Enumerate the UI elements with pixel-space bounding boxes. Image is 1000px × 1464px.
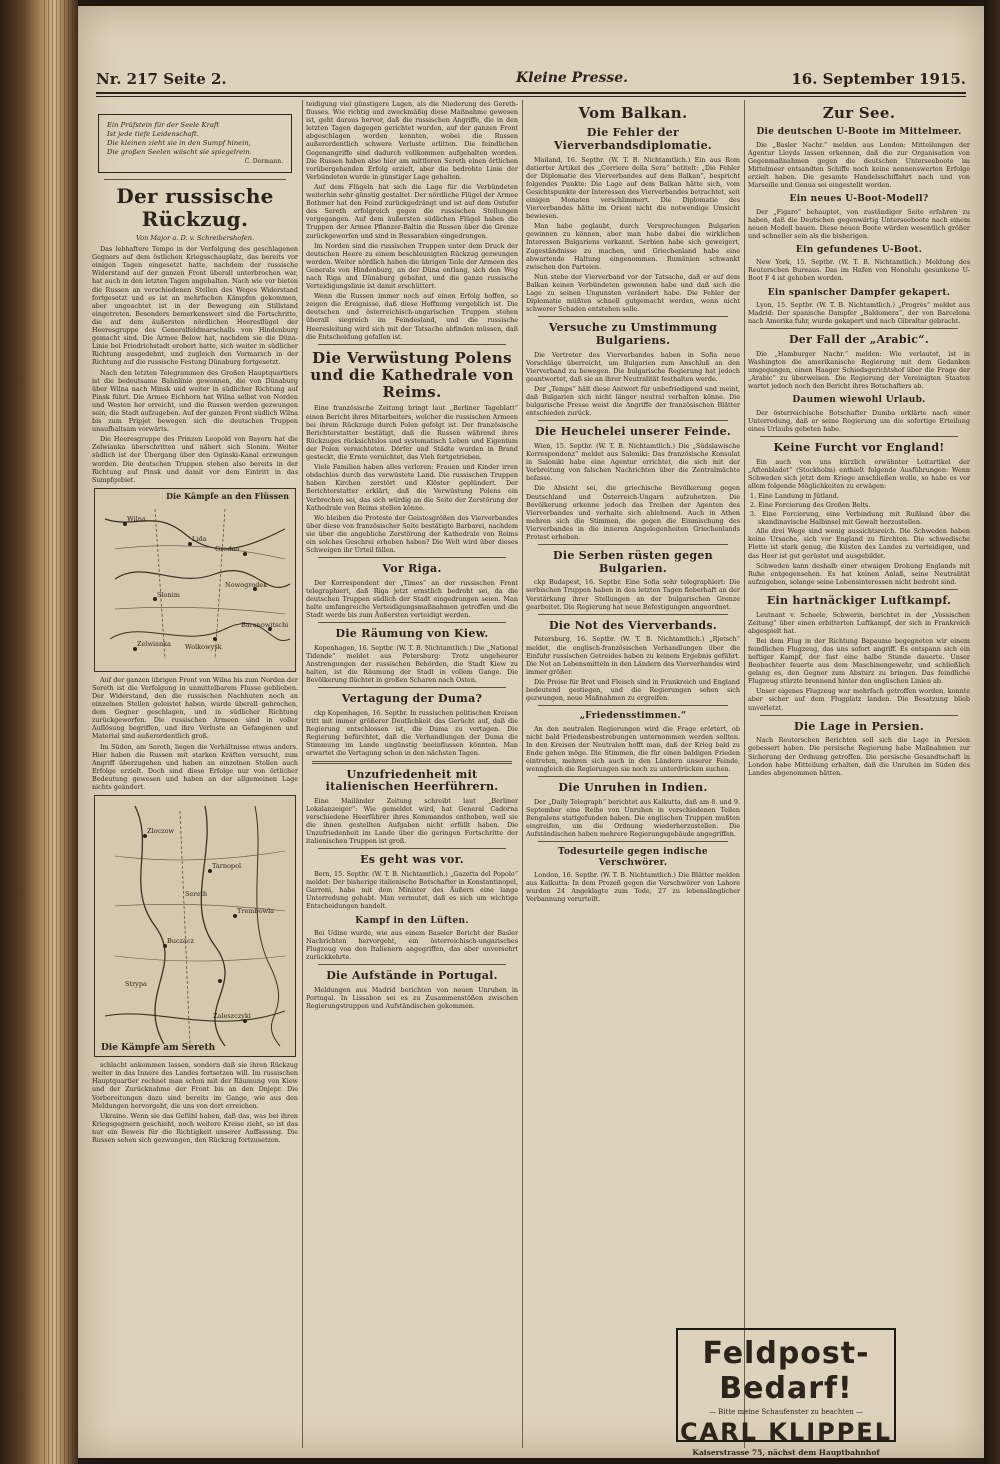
- article-title: Zur See.: [822, 104, 896, 122]
- article-paragraph: Wien, 15. Septbr. (W. T. B. Nichtamtlich.) Die „Südslawische Korrespondenz“ meldet aus Saloniki: Das französische Konsulat in Saloniki habe eine Agentur errichtet, die sich mit der Verbreitung von falschen Nachrichten über die Zentralmächte befasse.: [526, 441, 740, 483]
- article-paragraph: Die Vertreter des Vierverbandes haben in Sofia neue Vorschläge überreicht, um Bulgarien zum Anschluß an den Vierverband zu bewegen. Die bulgarische Regierung hat jedoch geantwortet, daß sie an ihrer Neutralität festhalten werde.: [526, 350, 740, 383]
- article-paragraph: Mailand, 16. Septbr. (W. T. B. Nichtamtlich.) Ein aus Rom datierter Artikel des „Corriere della Sera“ betitelt: „Die Fehler der Diplomatie des Vierverbandes auf dem Balkan“, bespricht folgendes Punkte: Die Lage auf dem Balkan hätte sich, vom Gesichtspunkte der Interessen des Vierverbandes betrachtet, seit einigen Monaten verschlimmert. Die Diplomatie des Vierverbandes hätte im Orient nicht die notwendige Umsicht bewiesen.: [526, 155, 740, 221]
- separator: [538, 705, 728, 706]
- article-paragraph: Kopenhagen, 16. Septbr. (W. T. B. Nichtamtlich.) Die „National Tidende“ meldet aus Petersburg: Trotz ungeheurer Anstrengungen der russischen Behörden, die Stadt Kiew zu halten, ist die Räumung der Stadt in vollem Gange. Die Bevölkerung flüchtet in großen Scharen nach Osten.: [306, 643, 518, 685]
- separator: [760, 328, 958, 329]
- article-title: Daumen wiewohl Urlaub.: [792, 395, 926, 406]
- list-item: 2. Eine Forcierung des Großen Belts.: [750, 500, 871, 509]
- map-label: Zaleszczyki: [213, 1012, 251, 1021]
- article-paragraph: Der „Figaro“ behauptet, von zuständiger Seite erfahren zu haben, daß die Deutschen gegenwärtig Unterseeboote nach einem neuen Modell bauen. Diese neuen Boote würden wesentlich größer und schneller sein als die bisherigen.: [748, 207, 970, 240]
- article-title: Keine Furcht vor England!: [773, 440, 945, 454]
- article-paragraph: Im Süden, am Sereth, liegen die Verhältnisse etwas anders. Hier haben die Russen mit starken Kräften versucht, zum Angriff überzugehen und haben an einzelnen Stellen auch Erfolge erzielt. Doch sind diese Erfolge nur von örtlicher Bedeutung gewesen und haben an der allgemeinen Lage nichts geändert.: [92, 742, 298, 792]
- article-paragraph: Alle drei Wege sind wenig aussichtsreich. Die Schweden haben keine Ursache, sich vor England zu fürchten. Die schwedische Flotte ist stark genug, die Küsten des Landes zu verteidigen, und das Heer ist gut gerüstet und ausgebildet.: [748, 527, 970, 560]
- article-title: Die Serben rüsten gegen Bulgarien.: [553, 549, 713, 575]
- article-title: Die Not des Vierverbands.: [548, 618, 718, 632]
- article-paragraph: Meldungen aus Madrid berichten von neuen Unruhen in Portugal. In Lissabon sei es zu Zusammenstößen zwischen Regierungstruppen und Aufständischen gekommen.: [306, 985, 518, 1011]
- article-title: Versuche zu Umstimmung Bulgariens.: [548, 321, 718, 347]
- map-label: Lida: [192, 534, 207, 543]
- article-title: Unzufriedenheit mit italienischen Heerführern.: [325, 767, 499, 794]
- map-label: Baranowitschi: [241, 620, 289, 629]
- map-label: Wilna: [127, 514, 146, 523]
- motto-line: Die kleinen zieht sie in den Sumpf hinein,: [107, 139, 251, 147]
- article-title: Vom Balkan.: [578, 104, 688, 122]
- motto-author: C. Dormann.: [244, 158, 283, 165]
- article-paragraph: Die Heeresgruppe des Prinzen Leopold von Bayern hat die Zelwianka überschritten und nähert sich Slonim. Weiter südlich ist der Übergang über den Oginski-Kanal erzwungen worden. Die deutschen Truppen stehen also bereits in der Richtung auf Pinsk und damit vor dem Eintritt in das Sumpfgebiet.: [92, 435, 298, 484]
- article-paragraph: Auf dem Flügeln hat sich die Lage für die Verbündeten weiterhin sehr günstig gestaltet. Der nördliche Flügel der Armee Bothmer hat den Feind zurückgedrängt und ist auf dem Ostufer des Sereth erfolgreich gegen die russischen Stellungen vorgegangen. Auf dem äußersten südlichen Flügel haben die Truppen der Armee Pflanzer-Baltin die Russen über die Grenze zurückgeworfen und sind in Bessarabien eingedrungen.: [306, 182, 518, 240]
- article-title: Ein neues U-Boot-Modell?: [789, 194, 929, 205]
- separator: [538, 614, 728, 615]
- ad-address: Kaiserstrasse 75, nächst dem Hauptbahnhof: [692, 1448, 880, 1457]
- article-paragraph: Wenn die Russen immer noch auf einen Erfolg hoffen, so zeigen die Ereignisse, daß diese Hoffnung vergeblich ist. Die deutschen und österreichisch-ungarischen Truppen stehen überall siegreich im Feindesland, und die russische Heeresleitung wird sich mit der Tatsache abfinden müssen, daß die Entscheidung gefallen ist.: [306, 292, 518, 341]
- article-paragraph: Eine Mailänder Zeitung schreibt laut „Berliner Lokalanzeiger“: Wie gemeldet wird, hat General Cadorna verschiedene Heerführer ihres Kommandos enthoben, weil sie die ihnen gestellten Aufgaben nicht erfüllt haben. Die Unzufriedenheit im Lande über die geringen Fortschritte der italienischen Truppen ist groß.: [306, 796, 518, 846]
- article-paragraph: Die „Basler Nachr.“ melden aus London: Mitteilungen der Agentur Lloyds lassen erkennen, daß die zur Organisation von Gegenmaßnahmen gegen die deutschen Unterseeboote im Mittelmeer entsandten Schiffe noch keine nennenswerten Erfolge erzielt haben. Die gesamte Handelsschiffahrt nach und von Marseille und Genua sei eingestellt worden.: [748, 140, 970, 190]
- article-title: Ein hartnäckiger Luftkampf.: [766, 593, 952, 607]
- article-paragraph: Lyon, 15. Septbr. (W. T. B. Nichtamtlich.) „Progrès“ meldet aus Madrid: Der spanische Dampfer „Baldomera“, der von Barcelona nach Amerika fuhr, wurde gekapert und nach Gibraltar gebracht.: [748, 300, 970, 326]
- map-sereth-drawing: [95, 796, 295, 1056]
- article-paragraph: Wo bleiben die Proteste der Geistesgrößen des Vierverbandes über diese von französischer Seite bestätigte Barbarei, nachdem sie über die angebliche Zerstörung der Kathedrale von Reims ein solches Geschrei erhoben haben? Die Welt wird über dieses Schweigen ihr Urteil fällen.: [306, 513, 518, 555]
- page-edge-right: [984, 0, 1000, 1464]
- map-title: Die Kämpfe am Sereth: [101, 1043, 216, 1054]
- article-paragraph: Unser eigenes Flugzeug war mehrfach getroffen worden, konnte aber sicher auf dem Flugplatz landen. Die Besatzung blieb unverletzt.: [748, 687, 970, 712]
- article-paragraph: Die „Hamburger Nachr.“ melden: Wie verlautet, ist in Washington die amerikanische Regierung mit dem Gedanken umgegangen, einen Haager Schiedsgerichtshof über die Frage der „Arabic“ zu überweisen. Die Regierung der Vereinigten Staaten wartet jedoch noch den Bericht ihres Botschafters ab.: [748, 349, 970, 391]
- article-subtitle: Die Fehler der Vierverbandsdiplomatie.: [553, 126, 713, 152]
- article-title: Die Aufstände in Portugal.: [326, 969, 498, 983]
- article-paragraph: teidigung viel günstigere Lagen, als die Niederung des Gereth-flusses. Wie richtig und zweckmäßig diese Maßnahme gewesen ist, geht daraus hervor, daß die russischen Angriffe, die in den letzten Tagen dagegen gerichtet wurden, auf der ganzen Front abgeschlagen worden konnten, wobei die Russen außerordentlich schwere Verluste erlitten. Die feindlichen Gegenangriffe sind dadurch vollkommen aufgehalten worden. Die Russen haben also hier am mittleren Sereth einen örtlichen vorübergehenden Erfolg erzielt, aber die bedrohte Linie der Verbündeten wurde in günstiger Lage gehalten.: [306, 100, 518, 181]
- article-paragraph: Bei dem Flug in der Richtung Bapaume begegneten wir einem feindlichen Flugzeug, das uns sofort angriff. Es entspann sich ein heftiger Kampf, der fast eine halbe Stunde dauerte. Unser Beobachter feuerte aus dem Maschinengewehr, und schließlich gelang es, den Gegner zum Absturz zu bringen. Das feindliche Flugzeug stürzte brennend hinter den englischen Linien ab.: [748, 636, 970, 686]
- column-3: [526, 100, 740, 1448]
- column-rule: [522, 100, 523, 1448]
- column-rule: [744, 100, 745, 1448]
- article-paragraph: Petersburg, 16. Septbr. (W. T. B. Nichtamtlich.) „Rjetsch“ meldet, die englisch-französischen Verhandlungen über die Einfuhr russischen Getreides haben zu keinem Ergebnis geführt. Die Not an Lebensmitteln in den Ländern des Vierverbandes wird immer größer.: [526, 635, 740, 676]
- article-paragraph: Das lebhaftere Tempo in der Verfolgung des geschlagenen Gegners auf dem östlichen Kriegsschauplatz, das bereits vor einigen Tagen eingesetzt hatte, nachdem der russische Widerstand auf der ganzen Front überall unterbrochen war, hat auch in den letzten Tagen angehalten. Nach wie vor bieten die Russen an verschiedenen Stellen des Weges Widerstand fortgesetzt und es ist an mehrfachen Kämpfen gekommen, aber ungeachtet ist in der Bewegung ein Stillstand eingetreten. Besonders bemerkenswert sind die Fortschritte, die auf dem äußersten nördlichen Heeresflügel der Heeresgruppe des Generalfeldmarschalls von Hindenburg gemacht sind. Die Armee Below hat, nachdem sie die Düna-Linie bei Friedrichstadt erobert hatte, sich weiter in südlicher Richtung ausgedehnt, und zugleich den Vormarsch in der Richtung auf die russische Festung Dünaburg fortgesetzt.: [92, 245, 298, 367]
- issue-number: Nr. 217 Seite 2.: [96, 70, 227, 88]
- map-label: Nowogrodek: [225, 580, 268, 589]
- article-title: Die Heuchelei unserer Feinde.: [534, 425, 732, 439]
- article-paragraph: Man habe geglaubt, durch Versprechungen Bulgarien gewinnen zu können, aber man habe dabei die wirklichen Interessen Bulgariens verkannt. Serbien habe sich geweigert, Zugeständnisse zu machen, und Griechenland habe eine abwartende Haltung eingenommen. Rumänien schwankt zwischen den Parteien.: [526, 222, 740, 271]
- map-label: Tarnopol: [212, 862, 242, 871]
- article-title: Vertagung der Duma?: [341, 692, 483, 706]
- separator: [760, 715, 958, 716]
- motto-line: Ein Prüfstein für der Seele Kraft: [107, 121, 220, 129]
- article-title: Der Fall der „Arabic“.: [788, 333, 930, 347]
- map-label: Trembowla: [237, 907, 275, 916]
- article-paragraph: Der österreichische Botschafter Dumba erklärte nach einer Unterredung, daß er seine Regierung um die sofortige Erteilung eines Urlaubs gebeten habe.: [748, 408, 970, 433]
- article-paragraph: Auf der ganzen übrigen Front von Wilna bis zum Norden der Sereth ist die Verfolgung in unmittelbarem Flusse geblieben. Der Widerstand, den die russischen Nachhuten noch an einzelnen Stellen geleistet haben, wurde überall gebrochen, dem Gegner geschlagen, und in südlicher Richtung zurückgeworfen. Die russischen Armeen sind in voller Auflösung begriffen, und ihre Verluste an Gefangenen und Material sind außerordentlich groß.: [92, 675, 298, 741]
- column-4: [748, 100, 970, 1318]
- article-paragraph: Der „Temps“ hält diese Antwort für unbefriedigend und meint, daß Bulgarien sich nicht länger neutral verhalten könne. Die bulgarische Presse weist die Angriffe der französischen Blätter entschieden zurück.: [526, 384, 740, 418]
- separator: [312, 761, 512, 764]
- article-title: Die Verwüstung Polens und die Kathedrale von Reims.: [310, 348, 514, 402]
- map-label: Wolkowysk: [185, 642, 222, 651]
- article-title: Es geht was vor.: [360, 853, 464, 867]
- article-paragraph: Bei Udine wurde, wie aus einem Baseler Bericht der Basler Nachrichten hervorgeht, ein österreichisch-ungarisches Flugzeug von den Italienern angegriffen, das aber unversehrt zurückkehrte.: [306, 928, 518, 962]
- ad-company-name: CARL KLIPPEL: [679, 1418, 892, 1446]
- article-title: Die Lage in Persien.: [794, 719, 924, 733]
- map-label: Grodno: [215, 544, 240, 553]
- map-label: Slonim: [157, 590, 180, 599]
- issue-date: 16. September 1915.: [791, 70, 966, 88]
- article-paragraph: Die Absicht sei, die griechische Bevölkerung gegen Deutschland und Österreich-Ungarn aufzuhetzen. Die Bevölkerung erkenne jedoch das Treiben der Agenten des Vierverbandes und verhalte sich ablehnend. Auch in Athen mehren sich die Stimmen, die gegen die Einmischung des Vierverbandes in die inneren Angelegenheiten Griechenlands Protest erheben.: [526, 484, 740, 542]
- separator: [760, 589, 958, 590]
- separator: [538, 316, 728, 317]
- article-paragraph: Die Preise für Brot und Fleisch sind in Frankreich und England bedeutend gestiegen, und die Regierungen sehen sich gezwungen, neue Maßnahmen zu ergreifen.: [526, 677, 740, 703]
- list-item: 1. Eine Landung in Jütland.: [750, 491, 839, 500]
- separator: [760, 436, 958, 437]
- article-paragraph: schlacht ankommen lassen, sondern daß sie ihren Rückzug weiter in das Innere des Landes fortsetzen will. Im russischen Hauptquartier rechnet man schon mit der Räumung von Kiew und der Zurücknahme der Front bis an den Dnjepr. Die Vorbereitungen dazu sind bereits im Gange, wie aus den Meldungen hervorgeht, die uns von dort erreichen.: [92, 1061, 298, 1110]
- separator: [318, 622, 506, 623]
- separator: [538, 420, 728, 421]
- article-title: Die Räumung von Kiew.: [335, 627, 489, 641]
- page-header: [96, 70, 966, 90]
- article-title: Todesurteile gegen indische Verschwörer.: [558, 847, 708, 868]
- map-rivers: [94, 488, 296, 672]
- separator: [318, 964, 506, 965]
- map-label: Zelwianka: [137, 639, 171, 648]
- separator: [318, 344, 506, 345]
- article-paragraph: Eine französische Zeitung bringt laut „Berliner Tageblatt“ einen Bericht ihres Mitarbeiters, welcher die russischen Armeen bei ihrem Rückzuge durch Polen gefolgt ist. Der französische Berichterstatter bestätigt, daß die Russen während ihres Rückzuges rücksichtslos und systematisch Leben und Eigentum der Polen vernichteten. Dörfer und Städte wurden in Brand gesteckt, die Ernte vernichtet, das Vieh fortgetrieben.: [306, 404, 518, 462]
- article-paragraph: Nun stehe der Vierverband vor der Tatsache, daß er auf dem Balkan keinen Verbündeten gewonnen habe und daß sich die Lage zu seinen Ungunsten verändert habe. Die Fehler der Diplomatie müßten schnell gutgemacht werden, wenn nicht schwerer Schaden entstehen solle.: [526, 272, 740, 314]
- article-subtitle: Die deutschen U-Boote im Mittelmeer.: [756, 127, 962, 138]
- header-rule: [96, 92, 966, 94]
- article-byline: Von Major a. D. v. Schreibershofen.: [135, 234, 255, 242]
- motto-line: Ist jede tiefe Leidenschaft.: [107, 130, 199, 138]
- article-paragraph: Leutnant v. Scheele, Schwerin, berichtet in der „Vossischen Zeitung“ über einen erbitterten Luftkampf, der sich in Frankreich abgespielt hat.: [748, 610, 970, 635]
- map-label: Sereth: [185, 890, 208, 899]
- motto-box: [98, 114, 292, 173]
- article-paragraph: An den neutralen Regierungen wird die Frage erörtert, ob nicht bald Friedensbestrebungen unternommen werden sollten. In den Kreisen der Neutralen hofft man, daß der Krieg bald zu Ende gehen möge. Die Stimmen, die für einen baldigen Frieden eintreten, mehren sich auch in den Ländern unserer Feinde, wenngleich die Regierungen sie noch zu unterdrücken suchen.: [526, 724, 740, 773]
- ad-title: Feldpost-Bedarf!: [702, 1336, 870, 1406]
- article-title: Ein spanischer Dampfer gekapert.: [767, 287, 951, 298]
- separator: [538, 776, 728, 777]
- map-rivers-drawing: [95, 489, 295, 671]
- article-paragraph: ckp Budapest, 16. Septbr. Eine Sofia sehr telegraphiert: Die serbischen Truppen haben in den letzten Tagen fieberhaft an der Verstärkung ihrer Stellungen an der bulgarischen Grenze gearbeitet. Die Regierung hat neue Befestigungen angeordnet.: [526, 578, 740, 611]
- separator: [538, 544, 728, 545]
- advertisement-box: [676, 1328, 896, 1457]
- article-paragraph: Der „Daily Telegraph“ berichtet aus Kalkutta, daß am 8. und 9. September eine Reihe von Unruhen in verschiedenen Teilen Bengalens stattgefunden haben. Die englischen Truppen mußten eingreifen, um die Ordnung wiederherzustellen. Die Aufständischen haben mehrere Regierungsgebäude angegriffen.: [526, 797, 740, 839]
- article-title: Ein gefundenes U-Boot.: [795, 244, 923, 255]
- ad-subtitle: — Bitte meine Schaufenster zu beachten —: [708, 1408, 864, 1416]
- article-paragraph: Schweden kann deshalb einer etwaigen Drohung Englands mit Ruhe entgegensehen. Es hat keinen Anlaß, seine Neutralität aufzugeben, solange seine Lebensinteressen nicht bedroht sind.: [748, 561, 970, 586]
- article-paragraph: Viele Familien haben alles verloren; Frauen und Kinder irren obdachlos durch das verwüstete Land. Die russischen Truppen haben Kirchen zerstört und Klöster geplündert. Der Berichterstatter erklärt, daß die Verwüstung Polens ein Verbrechen sei, das sich würdig an die Seite der Zerstörung der Kathedrale von Reims stellen könne.: [306, 463, 518, 512]
- separator: [538, 841, 728, 842]
- map-sereth: [94, 795, 296, 1057]
- map-label: Zloczow: [147, 827, 175, 836]
- separator: [104, 179, 286, 180]
- article-paragraph: Nach den letzten Telegrammen des Großen Hauptquartiers ist die bedeutsame Bahnlinie gewonnen, die von Dünaburg über Wilna nach Minsk und weiter in südlicher Richtung auf Pinsk führt. Die Armee Eichhorn hat Wilna selbst von Norden und Westen her erreicht, und die Russen werden gezwungen sein, die Stadt aufzugeben. Auf der ganzen Front südlich Wilna bis zum Pripjet bewegen sich die deutschen Truppen unaufhaltsam vorwärts.: [92, 368, 298, 434]
- column-2: [306, 100, 518, 1448]
- list-item: 3. Eine Forcierung, eine Verbindung mit Rußland über die skandinavische Halbinsel mit Gewalt herzustellen.: [750, 510, 970, 527]
- article-title: „Friedensstimmen.“: [579, 711, 687, 722]
- article-paragraph: ckp Kopenhagen, 16. Septbr. In russischen politischen Kreisen tritt mit immer größerer Deutlichkeit das Gerücht auf, daß die Regierung entschlossen ist, die Duma zu vertagen. Die Regierung befürchtet, daß die Verhandlungen der Duma die Stimmung im Lande ungünstig beeinflussen könnten. Man erwartet die Vertagung schon in den nächsten Tagen.: [306, 709, 518, 758]
- separator: [318, 687, 506, 688]
- spine-page-edges: [44, 0, 74, 1464]
- map-label: Buczacz: [167, 937, 194, 946]
- article-paragraph: Nach Reuterschen Berichten soll sich die Lage in Persien gebessert haben. Die persische Regierung habe Maßnahmen zur Sicherung der Ordnung getroffen. Die persische Gesandtschaft in London habe Mitteilung erhalten, daß die Unruhen im Süden des Landes abgenommen hätten.: [748, 736, 970, 777]
- article-paragraph: New York, 15. Septbr. (W. T. B. Nichtamtlich.) Meldung des Reuterschen Bureaus. Das im Hafen von Honolulu gesunkene U-Boot F 4 ist gehoben worden.: [748, 258, 970, 283]
- header-rule-thin: [96, 96, 966, 97]
- article-paragraph: Bern, 15. Septbr. (W. T. B. Nichtamtlich.) „Gazetta del Popolo“ meldet: Der bisherige italienische Botschafter in Konstantinopel, Garroni, habe mit dem Minister des Äußern eine lange Unterredung gehabt. Man vermutet, daß es sich um wichtige Entscheidungen handelt.: [306, 870, 518, 911]
- motto-line: Die großen Seelen wäscht sie spiegelrein.: [107, 148, 252, 156]
- masthead: Kleine Presse.: [516, 70, 629, 86]
- map-label: Strypa: [125, 980, 147, 989]
- article-paragraph: London, 16. Septbr. (W. T. B. Nichtamtlich.) Die Blätter melden aus Kalkutta: In dem Prozeß gegen die Verschwörer von Lahore wurden 24 Angeklagte zum Tode, 27 zu lebenslänglicher Verbannung verurteilt.: [526, 870, 740, 904]
- article-paragraph: Im Norden sind die russischen Truppen unter dem Druck der deutschen Heere zu einem beschleunigten Rückzug gezwungen worden. Weiter nördlich haben die übrigen Teile der Armeen des Generals von Hindenburg, an der Düna entlang, sich den Weg nach Riga und Dünaburg gebahnt, und die ganze russische Verteidigungslinie ist damit erschüttert.: [306, 241, 518, 291]
- column-1: [92, 100, 298, 1448]
- newspaper-page: [78, 6, 984, 1458]
- article-title: Der russische Rückzug.: [116, 184, 274, 231]
- article-paragraph: Ein auch von uns kürzlich erwähnter Leitartikel der „Aftonbladet“ (Stockholm) enthielt folgende Ausführungen: Wenn Schweden sich jetzt dem Kriege anschließen wolle, so habe es vor allem folgende Möglichkeiten zu erwägen:: [748, 457, 970, 490]
- separator: [318, 557, 506, 558]
- article-title: Kampf in den Lüften.: [355, 915, 469, 926]
- article-title: Die Unruhen in Indien.: [558, 781, 708, 795]
- article-title: Vor Riga.: [382, 562, 442, 576]
- article-paragraph: Der Korrespondent der „Times“ an der russischen Front telegraphiert, daß Riga jetzt ernstlich bedroht sei, da die deutschen Truppen südlich der Stadt eingedrungen seien. Man halte umfangreiche Verteidigungsmaßnahmen getroffen und die Stadt werde bis zum Äußersten verteidigt werden.: [306, 578, 518, 620]
- column-rule: [302, 100, 303, 1448]
- separator: [318, 848, 506, 849]
- map-title: Die Kämpfe an den Flüssen: [166, 490, 289, 501]
- article-paragraph: Ukraine. Wenn sie das Gefühl haben, daß das, was bei ihren Kriegsgegnern geschieht, noch weitere Kreise zieht, so ist das nur ein Beweis für die Richtigkeit unserer Auffassung. Die Russen sehen sich gezwungen, den Rückzug fortzusetzen.: [92, 1111, 298, 1144]
